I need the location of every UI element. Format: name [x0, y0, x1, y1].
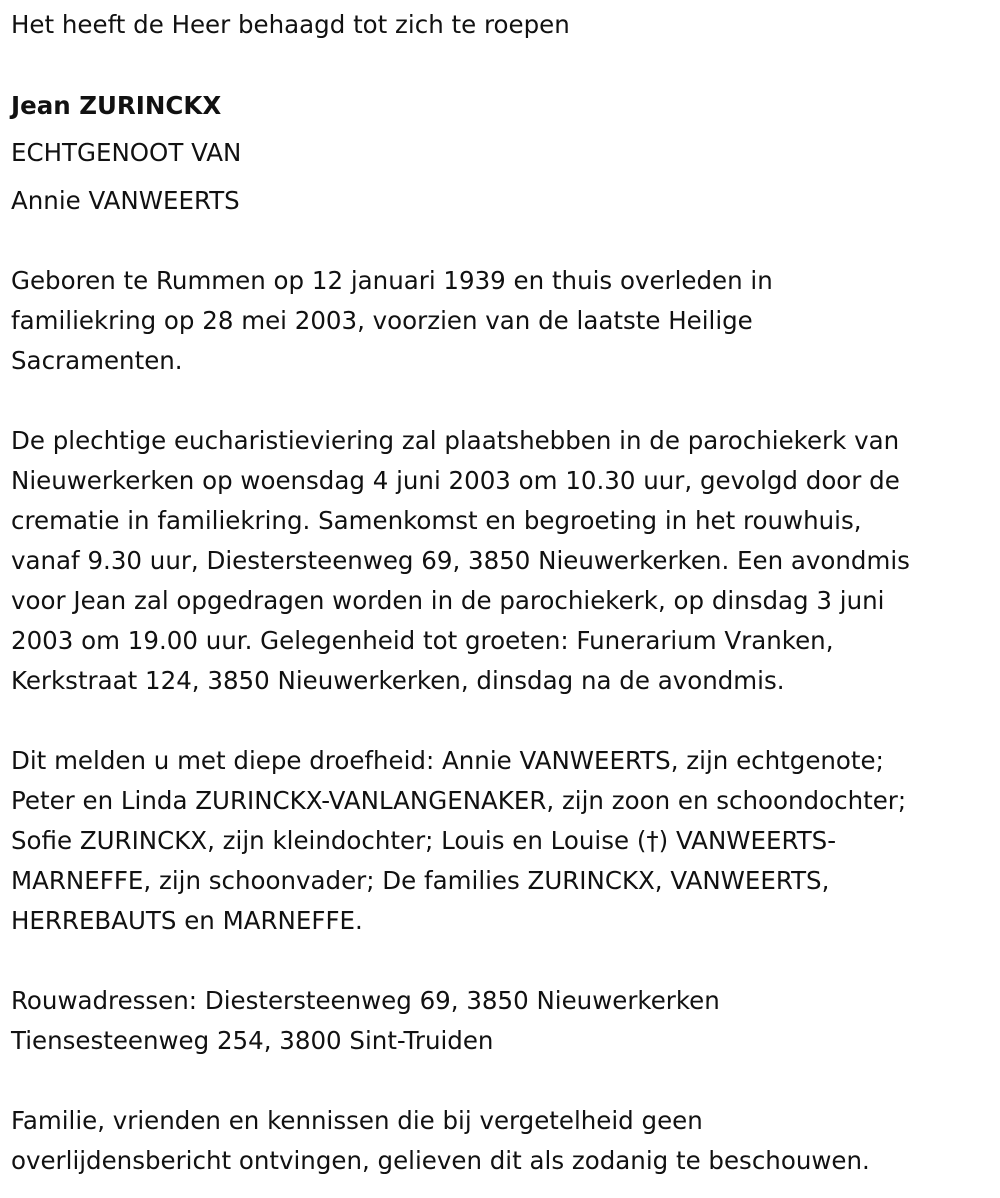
paragraph-line: MARNEFFE, zijn schoonvader; De families ZURINCKX, VANWEERTS,: [11, 866, 830, 895]
paragraph-line: Dit melden u met diepe droefheid: Annie VANWEERTS, zijn echtgenote;: [11, 746, 884, 775]
paragraph-line: Sofie ZURINCKX, zijn kleindochter; Louis en Louise (†) VANWEERTS-: [11, 826, 837, 855]
paragraph-line: voor Jean zal opgedragen worden in de parochiekerk, op dinsdag 3 juni: [11, 586, 885, 615]
deceased-name: Jean ZURINCKX: [11, 91, 222, 120]
spouse-title: ECHTGENOOT VAN: [11, 138, 242, 167]
paragraph-line: Familie, vrienden en kennissen die bij vergetelheid geen: [11, 1106, 703, 1135]
ceremony-paragraph: [11, 421, 910, 701]
paragraph-line: vanaf 9.30 uur, Diestersteenweg 69, 3850 Nieuwerkerken. Een avondmis: [11, 546, 910, 575]
paragraph-line: Kerkstraat 124, 3850 Nieuwerkerken, dinsdag na de avondmis.: [11, 666, 785, 695]
paragraph-line: Sacramenten.: [11, 346, 183, 375]
intro-line: Het heeft de Heer behaagd tot zich te roepen: [11, 10, 570, 39]
paragraph-line: Rouwadressen: Diestersteenweg 69, 3850 Nieuwerkerken: [11, 986, 720, 1015]
paragraph-line: Geboren te Rummen op 12 januari 1939 en thuis overleden in: [11, 266, 773, 295]
paragraph-line: Nieuwerkerken op woensdag 4 juni 2003 om 10.30 uur, gevolgd door de: [11, 466, 900, 495]
paragraph-line: De plechtige eucharistieviering zal plaatshebben in de parochiekerk van: [11, 426, 900, 455]
paragraph-line: crematie in familiekring. Samenkomst en begroeting in het rouwhuis,: [11, 506, 862, 535]
closing-paragraph: [11, 1101, 870, 1181]
paragraph-line: Tiensesteenweg 254, 3800 Sint-Truiden: [11, 1026, 494, 1055]
paragraph-line: Peter en Linda ZURINCKX-VANLANGENAKER, zijn zoon en schoondochter;: [11, 786, 907, 815]
paragraph-line: overlijdensbericht ontvingen, gelieven dit als zodanig te beschouwen.: [11, 1146, 870, 1175]
birth-death-paragraph: [11, 261, 773, 381]
spouse-name: Annie VANWEERTS: [11, 186, 240, 215]
paragraph-line: familiekring op 28 mei 2003, voorzien van de laatste Heilige: [11, 306, 753, 335]
paragraph-line: HERREBAUTS en MARNEFFE.: [11, 906, 363, 935]
addresses-paragraph: [11, 981, 720, 1061]
family-paragraph: [11, 741, 906, 941]
paragraph-line: 2003 om 19.00 uur. Gelegenheid tot groeten: Funerarium Vranken,: [11, 626, 834, 655]
